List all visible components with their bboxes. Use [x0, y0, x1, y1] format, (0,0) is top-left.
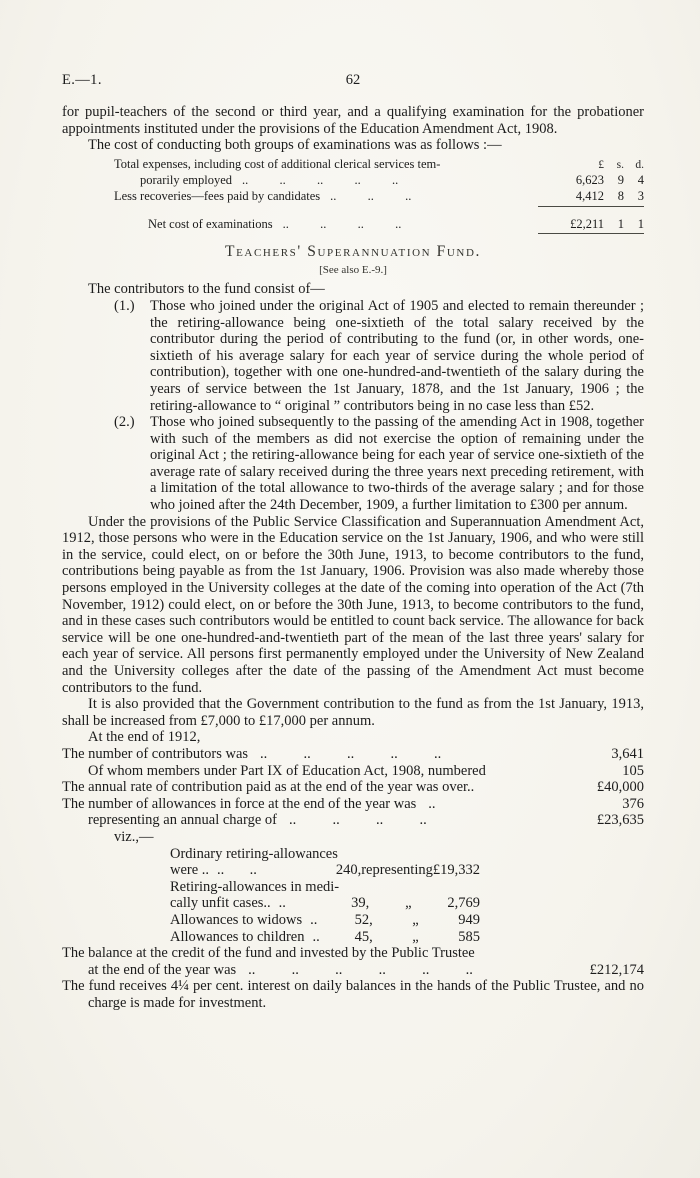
cost-intro-paragraph: The cost of conducting both groups of examinations was as follows :— [88, 137, 502, 154]
viz-ditto-word: representing [361, 862, 433, 879]
dot-leaders: .. [278, 895, 286, 912]
provisions-paragraph: Under the provisions of the Public Service Classification and Superannuation Amendment Act, 1912, those persons who were in the Education service on the 1st January, 1906, and who were still in the service, could elect, on or before the 30th June, 1913, to become contributors to the fund, contributions being payable as from the 1st January, 1906. Provision was also made whereby those persons employed in the University colleges at the date of the coming into operation of the Act (7th November, 1912) could elect, on or before the 30th June, 1913, to become contributors to the fund, and in these cases such contributors would be entitled to count back service. The allowance for back service will be one one-hundred-and-twentieth part of the mean of the last three years' salary for each year of service. All persons first permanently employed under the University of New Zealand and the University colleges after the date of the passing of the Amendment Act must become contributors to the fund. [62, 513, 644, 696]
dot-leaders: .. [312, 928, 320, 945]
list-marker-2: (2.) [114, 414, 135, 431]
net-cost-label: Net cost of examinations [148, 216, 273, 231]
balance-block [62, 945, 644, 978]
dot-leaders: .. [428, 795, 436, 812]
section-title: Teachers' Superannuation Fund. [225, 243, 481, 261]
less-recoveries-pence: 3 [637, 188, 644, 203]
cost-table-row-less-recoveries [114, 189, 644, 205]
dot-leaders: .. .. .. .. [288, 812, 427, 829]
list-text-2: Those who joined subsequently to the passing of the amending Act in 1908, together with such of the members as did not exercise the option of remaining under the original Act ; the retiring-allowance being for each year of service one-sixtieth of the average rate of salary received during the three years next preceding retirement, with a limitation of the total allowance to two-thirds of the average salary ; and for those who joined after the 24th December, 1909, a further limitation to £300 per annum. [150, 414, 644, 514]
page-header [62, 72, 644, 90]
stat-annual-charge: representing an annual charge of .. .. .. .. £23,635 [88, 812, 644, 829]
section-heading [62, 244, 644, 261]
cost-table-row-total-expenses [114, 173, 644, 189]
at-end-of-1912-line: At the end of 1912, [88, 729, 201, 746]
balance-value: £212,174 [589, 961, 644, 978]
viz-ordinary-amount: £19,332 [432, 862, 480, 879]
net-cost-pence: 1 [637, 216, 644, 231]
contributors-intro: The contributors to the fund consist of— [88, 281, 325, 298]
column-header-pence: d. [635, 158, 644, 171]
list-item-1 [114, 297, 644, 414]
cost-table-header-row [114, 157, 644, 174]
total-expenses-pounds: 6,623 [575, 173, 604, 188]
viz-label: viz.,— [114, 828, 154, 845]
dot-leaders: .. .. .. .. .. [242, 173, 399, 188]
net-cost-shillings: 1 [617, 216, 624, 231]
stat-annual-rate-value: £40,000 [596, 779, 644, 796]
stat-part-ix-members: Of whom members under Part IX of Education Act, 1908, numbered 105 [88, 762, 644, 779]
stat-annual-rate: The annual rate of contribution paid as at the end of the year was over.. £40,000 [62, 779, 644, 796]
balance-line1: The balance at the credit of the fund and invested by the Public Trustee [62, 945, 475, 962]
dot-leaders: .. .. .. .. .. .. [248, 961, 473, 978]
interest-paragraph: The fund receives 4¼ per cent. interest on daily balances in the hands of the Public Trustee, and no charge is made for investment. [62, 978, 644, 1011]
viz-widows-count: 52, [354, 911, 373, 928]
stat-part-ix-value: 105 [622, 762, 644, 779]
dot-leaders: .. .. .. .. .. [260, 745, 442, 762]
viz-children-amount: 585 [458, 928, 480, 945]
stat-contributors: The number of contributors was .. .. .. .. .. 3,641 [62, 745, 644, 762]
cost-row1-label-line2: porarily employed [140, 173, 232, 188]
ditto-mark: „ [405, 895, 412, 912]
viz-row-ordinary: Ordinary retiring-allowances were .. .. .. 240, representing £19,332 [170, 845, 480, 879]
ditto-mark: „ [412, 911, 419, 928]
dot-leaders: .. [310, 911, 318, 928]
section-subtitle: [See also E.-9.] [319, 263, 387, 276]
viz-widows-amount: 949 [458, 911, 480, 928]
list-marker-1: (1.) [114, 297, 135, 314]
total-expenses-pence: 4 [637, 173, 644, 188]
cost-table-row-net-cost [114, 217, 644, 233]
allowance-breakdown-table [170, 846, 480, 946]
report-number: E.—1. [62, 72, 102, 88]
net-cost-pounds: £2,211 [570, 216, 604, 231]
list-item-2 [114, 414, 644, 514]
total-expenses-shillings: 9 [617, 173, 624, 188]
column-header-shillings: s. [616, 158, 624, 171]
stat-allowances-value: 376 [622, 795, 644, 812]
less-recoveries-label: Less recoveries—fees paid by candidates [114, 188, 321, 203]
subtraction-rule [114, 206, 644, 210]
viz-row-widows: Allowances to widows .. 52, „ 949 [170, 911, 480, 928]
page-number: 62 [345, 72, 361, 88]
list-text-1: Those who joined under the original Act of 1905 and elected to remain thereunder ; the retiring-allowance being one-sixtieth of the total salary received by the contributor during the period of contributing to the fund (or, in other words, one-sixtieth of his average salary for each year of service during the whole period of contribution), together with one one-hundred-and-twentieth of the salary during the years of service between the 1st January, 1878, and the 1st January, 1906 ; the retiring-allowance to “ original ” contributors being in no case less than £52. [150, 297, 644, 414]
dot-leaders: .. .. .. [330, 188, 412, 203]
viz-children-count: 45, [354, 928, 373, 945]
stat-allowances-in-force: The number of allowances in force at the end of the year was .. 376 [62, 795, 644, 812]
dot-leaders: .. .. .. .. [282, 216, 402, 231]
balance-line2: at the end of the year was .. .. .. .. .. .. £212,174 [88, 961, 644, 978]
government-contribution-paragraph: It is also provided that the Government contribution to the fund as from the 1st January, 1913, shall be increased from £7,000 to £17,000 per annum. [62, 696, 644, 729]
viz-unfit-amount: 2,769 [447, 895, 480, 912]
less-recoveries-shillings: 8 [617, 188, 624, 203]
column-header-pounds: £ [598, 158, 604, 171]
less-recoveries-pounds: 4,412 [575, 188, 604, 203]
stat-annual-charge-value: £23,635 [596, 812, 644, 829]
ditto-mark: „ [412, 928, 419, 945]
dot-leaders: .. .. [217, 862, 257, 879]
intro-paragraph: for pupil-teachers of the second or third year, and a qualifying examination for the probationer appointments instituted under the provisions of the Education Amendment Act, 1908. [62, 104, 644, 137]
total-rule [114, 233, 644, 237]
cost-row1-label-line1: Total expenses, including cost of additional clerical services tem- [114, 156, 441, 171]
stat-contributors-value: 3,641 [611, 745, 644, 762]
viz-unfit-count: 39, [351, 895, 370, 912]
examination-cost-table [114, 157, 644, 237]
viz-row-children: Allowances to children .. 45, „ 585 [170, 928, 480, 945]
viz-ordinary-count: 240, [335, 862, 362, 879]
viz-row-medically-unfit: Retiring-allowances in medi- cally unfit cases.. .. 39, „ 2,769 [170, 878, 480, 912]
